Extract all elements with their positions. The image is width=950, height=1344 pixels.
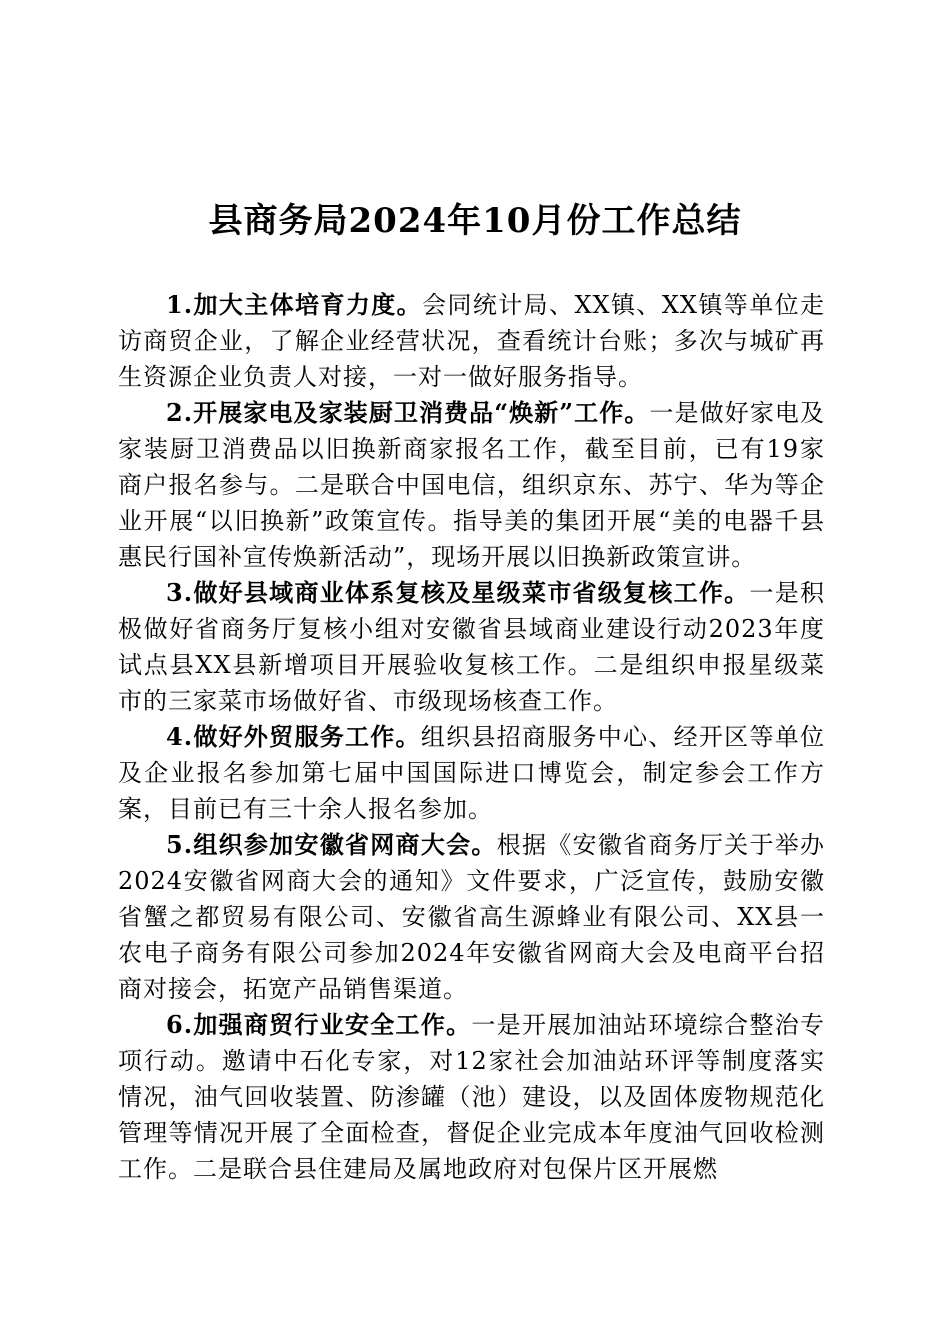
paragraph-text: 会同统计局、XX镇、XX镇等单位走访商贸企业，了解企业经营状况，查看统计台账；多次与城矿再生资源企业负责人对接，一对一做好服务指导。 bbox=[118, 291, 826, 391]
paragraph-4 bbox=[118, 719, 825, 827]
paragraph-5 bbox=[118, 827, 825, 1007]
document-body bbox=[118, 287, 825, 1187]
paragraph-heading: 1.加大主体培育力度。 bbox=[166, 290, 423, 319]
paragraph-3 bbox=[118, 575, 825, 719]
paragraph-2 bbox=[118, 395, 825, 575]
paragraph-1 bbox=[118, 287, 825, 395]
paragraph-6 bbox=[118, 1007, 825, 1187]
paragraph-text: 一是开展加油站环境综合整治专项行动。邀请中石化专家，对12家社会加油站环评等制度落实情况，油气回收装置、防渗罐（池）建设，以及固体废物规范化管理等情况开展了全面检查，督促企业完成本年度油气回收检测工作。二是联合县住建局及属地政府对包保片区开展燃 bbox=[118, 1011, 825, 1183]
paragraph-text: 组织县招商服务中心、经开区等单位及企业报名参加第七届中国国际进口博览会，制定参会工作方案，目前已有三十余人报名参加。 bbox=[118, 723, 826, 823]
paragraph-heading: 4.做好外贸服务工作。 bbox=[166, 722, 421, 751]
paragraph-text: 一是积极做好省商务厅复核小组对安徽省县域商业建设行动2023年度试点县XX县新增项目开展验收复核工作。二是组织申报星级菜市的三家菜市场做好省、市级现场核查工作。 bbox=[118, 579, 825, 715]
paragraph-heading: 2.开展家电及家装厨卫消费品“焕新”工作。 bbox=[166, 398, 650, 427]
paragraph-heading: 3.做好县域商业体系复核及星级菜市省级复核工作。 bbox=[166, 578, 750, 607]
paragraph-text: 一是做好家电及家装厨卫消费品以旧换新商家报名工作，截至目前，已有19家商户报名参与。二是联合中国电信，组织京东、苏宁、华为等企业开展“以旧换新”政策宣传。指导美的集团开展“美的电器千县惠民行国补宣传焕新活动”，现场开展以旧换新政策宣讲。 bbox=[118, 399, 826, 571]
paragraph-text: 根据《安徽省商务厅关于举办2024安徽省网商大会的通知》文件要求，广泛宣传，鼓励安徽省蟹之都贸易有限公司、安徽省高生源蜂业有限公司、XX县一农电子商务有限公司参加2024年安徽省网商大会及电商平台招商对接会，拓宽产品销售渠道。 bbox=[118, 831, 826, 1003]
document-title: 县商务局2024年10月份工作总结 bbox=[208, 201, 742, 241]
paragraph-heading: 6.加强商贸行业安全工作。 bbox=[166, 1010, 472, 1039]
paragraph-heading: 5.组织参加安徽省网商大会。 bbox=[166, 830, 497, 859]
